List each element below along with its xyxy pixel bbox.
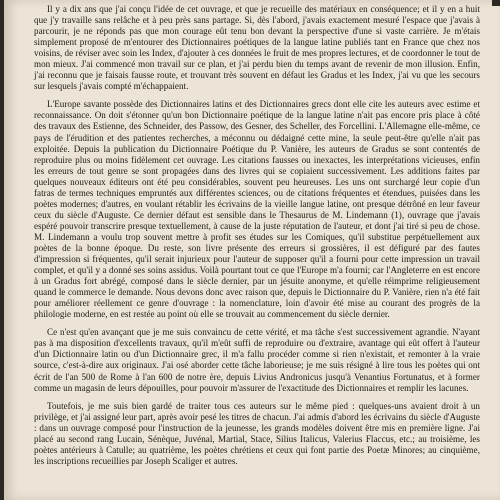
paragraph-1: Il y a dix ans que j'ai conçu l'idée de cet ouvrage, et que je recueille des matériaux en conséquence; et il y en a huit que j'y travaille sans relâche et à peu près sans partage. Si, dès l'abord, j'avais exactement mesuré l'espace que j'avais à parcourir, je ne réponds pas que mon courage eût tenu bon devant la perspective d'une si vaste carrière. Je m'étais simplement proposé de m'entourer des Dictionnaires poétiques de la langue latine publiés tant en France que chez nos voisins, de réviser avec soin les Index, d'ajouter à ces données le fruit de mes propres lectures, et de coordonner le tout de mon mieux. J'ai commencé mon travail sur ce plan, et j'ai perdu bien du temps avant de revenir de mon illusion. Enfin, j'ai reconnu que je faisais fausse route, et trouvant très souvent en défaut les Gradus et les Index, j'ai vu que les secours sur lesquels j'avais compté m'échappaient.: [34, 4, 480, 92]
paragraph-4: Toutefois, je me suis bien gardé de traiter tous ces auteurs sur le même pied : quelques-uns avaient droit à un privilège, et j'ai assigné leur part, après avoir pesé les titres de chacun. J'ai admis d'abord les écrivains du siècle d'Auguste : dans un ouvrage composé pour l'instruction de la jeunesse, les grands modèles doivent être mis en première ligne. J'ai placé au second rang Lucain, Sénèque, Juvénal, Martial, Stace, Silius Italicus, Valerius Flaccus, etc.; au troisième, les poètes antérieurs à Catulle; au quatrième, les poètes chrétiens et ceux qui font partie des Poetæ Minores; au cinquième, les inscriptions recueillies par Joseph Scaliger et autres.: [34, 400, 480, 466]
paragraph-2: L'Europe savante possède des Dictionnaires latins et des Dictionnaires grecs dont elle cite les auteurs avec estime et reconnaissance. On doit s'étonner qu'un bon Dictionnaire poétique de la langue latine n'ait pas encore pris place à côté des travaux des Estienne, des Schneider, des Passow, des Gesner, des Scheller, des Forcellini. L'Allemagne elle-même, ce pays de l'érudition et des patientes recherches, a méconnu ou dédaigné cette mine, la seule peut-être qu'elle n'ait pas exploitée. Depuis la publication du Dictionnaire Poétique du P. Vanière, les auteurs de Gradus se sont contentés de reproduire plus ou moins fidèlement cet ouvrage. Les citations fausses ou inexactes, les interprétations vicieuses, enfin les erreurs de tout genre se sont propagées dans des livres qui se copiaient successivement. Les additions faites par quelques nouveaux éditeurs ont été peu considérables, souvent peu heureuses. Les uns ont surchargé leur copie d'un fatras de termes techniques empruntés aux différentes sciences, ou de citations fréquentes et étendues, puisées dans les poètes modernes; d'autres, en voulant rétablir les écrivains de la vieille langue latine, ont presque détrôné en leur faveur ceux du siècle d'Auguste. Ce dernier défaut est sensible dans le Thesaurus de M. Lindemann (1), ouvrage que j'avais espéré pouvoir transcrire presque textuellement, à cause de la juste réputation de l'auteur, et dont j'ai tiré si peu de chose. M. Lindemann a voulu trop souvent mettre à profit ses études sur les Comiques, qu'il substitue perpétuellement aux poètes de la bonne époque. Du reste, son livre présente des erreurs si grossières, il est défiguré par des fautes d'impression si fréquentes, qu'il serait injurieux pour l'auteur de supposer qu'il a fourni pour cette impression un travail complet, et qu'il y a donné ses soins assidus. Voilà pourtant tout ce que l'Europe m'a fourni; car l'Angleterre en est encore à un Gradus fort abrégé, composé dans le siècle dernier, par un jésuite anonyme, et qu'elle réimprime religieusement quand le commerce le demande. Nous devons donc avec raison que, depuis le Dictionnaire du P. Vanière, rien n'a été fait pour améliorer réellement ce genre d'ouvrage : la nomenclature, loin d'avoir été mise au courant des progrès de la philologie moderne, en est restée au point où elle se trouvait au commencement du siècle dernier.: [34, 99, 480, 320]
page-corner: [492, 0, 500, 6]
book-page: [4, 0, 500, 500]
paragraph-3: Ce n'est qu'en avançant que je me suis convaincu de cette vérité, et ma tâche s'est successivement agrandie. N'ayant pas à ma disposition d'excellents travaux, qu'il m'eût suffi de reproduire ou d'extraire, avantage qui eût offert à l'auteur d'un Dictionnaire latin ou d'un Dictionnaire grec, il m'a fallu procéder comme si rien n'existait, et remonter à la vraie source, c'est-à-dire aux originaux. J'ai osé aborder cette tâche laborieuse; je me suis résigné à lire tous les poètes qui ont écrit de l'an 500 de Rome à l'an 600 de notre ère, depuis Livius Andronicus jusqu'à Venantius Fortunatus, et à former comme un magasin de leurs dépouilles, pour pouvoir m'assurer de l'exactitude des Dictionnaires et remplir les lacunes.: [34, 327, 480, 393]
